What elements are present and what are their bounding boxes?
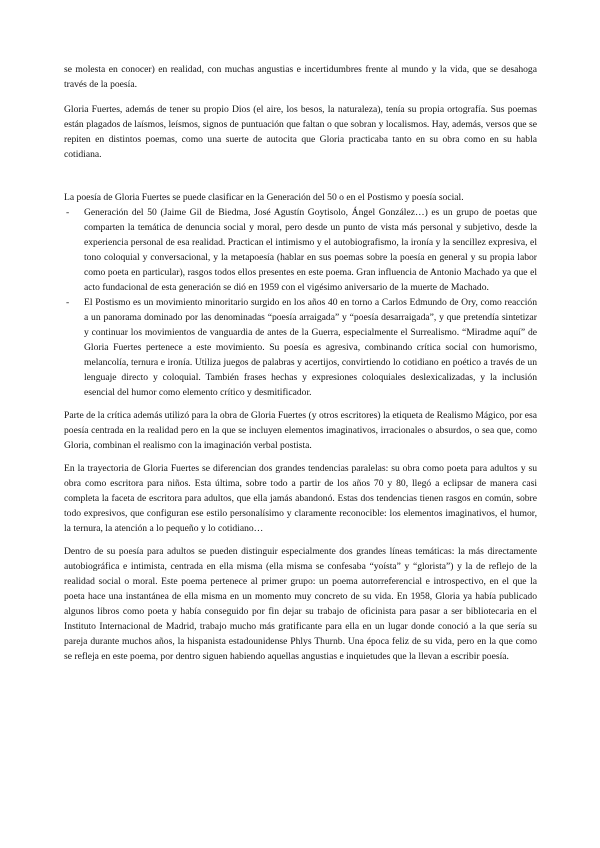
paragraph-orthography: Gloria Fuertes, además de tener su propio Dios (el aire, los besos, la naturaleza), tenía su propia ortografía. Sus poemas están plagados de laísmos, leísmos, signos de puntuación que faltan o que sobran y localismos. Hay, además, versos que se repiten en distintos poemas, como una suerte de autocita que Gloria practicaba tanto en su obra como en su habla cotidiana. <box>64 104 537 160</box>
list-bullet: - <box>66 297 70 308</box>
paragraph-classification: La poesía de Gloria Fuertes se puede clasificar en la Generación del 50 o en el Postismo y poesía social. <box>64 192 464 203</box>
paragraph-magic-realism: Parte de la crítica además utilizó para la obra de Gloria Fuertes (y otros escritores) la etiqueta de Realismo Mágico, por esa poesía centrada en la realidad pero en la que se incluyen elementos imaginativos, irracionales o absurdos, o sea que, como Gloria, combinan el realismo con la imaginación verbal postista. <box>64 410 537 451</box>
list-bullet: - <box>66 207 70 218</box>
list-item-text: Generación del 50 (Jaime Gil de Biedma, José Agustín Goytisolo, Ángel González…) es un grupo de poetas que comparten la temática de denuncia social y moral, pero desde un punto de vista más personal y subjetivo, desde la experiencia personal de esa realidad. Practican el intimismo y el autobiografismo, la ironía y la sencillez expresiva, el tono coloquial y conversacional, y la metapoesía (hablar en sus poemas sobre la poesía en general y su propia labor como poeta en particular), rasgos todos ellos presentes en este poema. Gran influencia de Antonio Machado ya que el acto fundacional de esta generación se dió en 1959 con el vigésimo aniversario de la muerte de Machado. <box>84 207 537 293</box>
paragraph-continuation: se molesta en conocer) en realidad, con muchas angustias e incertidumbres frente al mundo y la vida, que se desahoga través de la poesía. <box>64 64 537 90</box>
movement-list <box>64 205 537 400</box>
list-item-text: El Postismo es un movimiento minoritario surgido en los años 40 en torno a Carlos Edmundo de Ory, como reacción a un panorama dominado por las denominadas “poesía arraigada” y “poesía desarraigada”, y que pretendía sintetizar y continuar los movimientos de vanguardia de antes de la Guerra, especialmente el Surrealismo. “Miradme aquí” de Gloria Fuertes pertenece a este movimiento. Su poesía es agresiva, combinando crítica social con humorismo, melancolía, ternura e ironía. Utiliza juegos de palabras y acertijos, convirtiendo lo cotidiano en poético a través de un lenguaje directo y coloquial. También frases hechas y expresiones coloquiales deslexicalizadas, y la inclusión esencial del humor como elemento crítico y desmitificador. <box>84 297 537 398</box>
list-item-postismo <box>64 295 537 400</box>
paragraph-adult-poetry: Dentro de su poesía para adultos se pueden distinguir especialmente dos grandes líneas temáticas: la más directamente autobiográfica e intimista, centrada en ella misma (ella misma se confesaba “yoísta” y “glorista”) y la de reflejo de la realidad social o moral. Este poema pertenece al primer grupo: un poema autorreferencial e introspectivo, en el que la poeta hace una instantánea de ella misma en un momento muy concreto de su vida. En 1958, Gloria ya había publicado algunos libros como poeta y había conseguido por fin dejar su trabajo de oficinista para pasar a ser bibliotecaria en el Instituto Internacional de Madrid, trabajo mucho más gratificante para ella en un lugar donde conoció a la que sería su pareja durante muchos años, la hispanista estadounidense Phlys Thurnb. Una época feliz de su vida, pero en la que como se refleja en este poema, por dentro siguen habiendo aquellas angustias e inquietudes que la llevan a escribir poesía. <box>64 546 537 662</box>
list-item-generation-50 <box>64 205 537 295</box>
paragraph-trajectory: En la trayectoria de Gloria Fuertes se diferencian dos grandes tendencias paralelas: su obra como poeta para adultos y su obra como escritora para niños. Esta última, sobre todo a partir de los años 70 y 80, llegó a eclipsar de manera casi completa la faceta de escritora para adultos, que ella jamás abandonó. Estas dos tendencias tienen rasgos en común, sobre todo expresivos, que configuran ese estilo personalísimo y claramente reconocible: los elementos imaginativos, el humor, la ternura, la atención a lo pequeño y lo cotidiano… <box>64 463 537 534</box>
